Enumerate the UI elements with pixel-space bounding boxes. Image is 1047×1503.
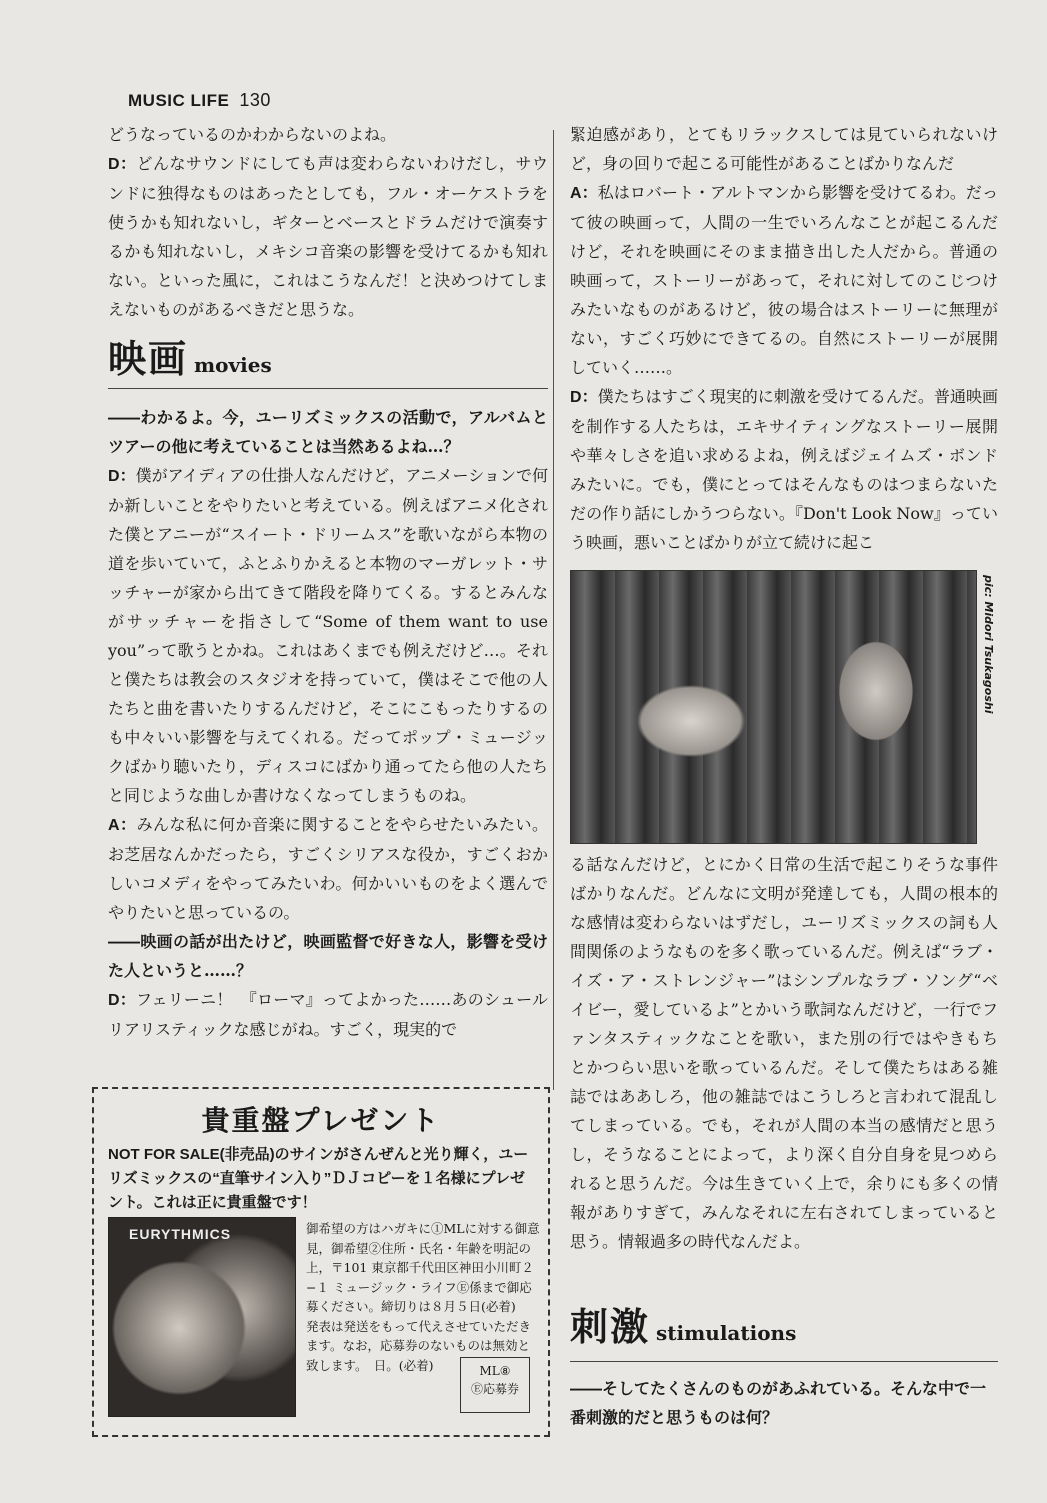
paragraph: どうなっているのかわからないのよね。 [108, 125, 397, 144]
speaker-label: D： [108, 468, 136, 485]
interview-question: ――わかるよ。今，ユーリズミックスの活動で，アルバムとツアーの他に考えていることは当然あるよね…？ [108, 408, 548, 456]
interview-question: ――そしてたくさんのものがあふれている。そんな中で一番刺激的だと思うものは何？ [570, 1379, 987, 1427]
paragraph: D：僕たちはすごく現実的に刺激を受けてるんだ。普通映画を制作する人たちは，エキサイティングなストーリー展開や華々しさを追い求めるよね，例えばジェイムズ・ボンドみたいに。でも，僕にとってはそんなものはつまらないただの作り話にしかうつらない。『Don't Look Now』っていう映画，悪いことばかりが立て続けに起こ [570, 387, 998, 552]
paragraph: る話なんだけど，とにかく日常の生活で起こりそうな事件ばかりなんだ。どんなに文明が発達しても，人間の根本的な感情は変わらないはずだし，ユーリズミックスの詞も人間関係のようなものを多く歌っているんだ。例えば“ラブ・イズ・ア・ストレンジャー”はシンプルなラブ・ソング“ベイビー，愛しているよ”とかいう歌詞なんだけど，一行でファンタスティックなことを歌い，また別の行ではやきもちとかつらい思いを歌っているんだ。そして僕たちはある雑誌ではああしろ，他の雑誌ではこうしろと言われて混乱してしまっている。でも，それが人間の本当の感情だと思うし，そうなることによって，より深く自分自身を見つめられると思うんだ。今は生きていく上で，余りにも多くの情報がありすぎて，みんなそれに左右されてしまっていると思う。情報過多の時代なんだよ。 [570, 855, 998, 1251]
column-divider [553, 130, 554, 1090]
album-cover-image [108, 1217, 296, 1417]
left-column [108, 120, 548, 1044]
page-number: 130 [239, 90, 271, 110]
page-header [128, 90, 271, 111]
section-title-jp: 映画 [108, 336, 189, 381]
interview-photo [570, 570, 977, 844]
present-title: 貴重盤プレゼント [201, 1105, 441, 1136]
paragraph: A：みんな私に何か音楽に関することをやらせたいみたい。お芝居なんかだったら，すごくシリアスな役か，すごくおかしいコメディをやってみたいわ。何かいいものをよく選んでやりたいと思っているの。 [108, 815, 548, 922]
speaker-label: D： [570, 389, 598, 406]
section-title-jp: 刺激 [570, 1304, 651, 1349]
paragraph: D：僕がアイディアの仕掛人なんだけど，アニメーションで何か新しいことをやりたいと考えている。例えばアニメ化された僕とアニーが“スイート・ドリームス”を歌いながら本物の道を歩いていて，ふとふりかえると本物のマーガレット・サッチャーが家から出てきて階段を降りてくる。するとみんながサッチャーを指さして“Some of them want to use you”って歌うとかね。これはあくまでも例えだけど…。それと僕たちは教会のスタジオを持っていて，僕はそこで他の人たちと曲を書いたりするんだけど，そこにこもったりするのも中々いい影響を与えてくれる。だってポップ・ミュージックばかり聴いたり，ディスコにばかり通ってたら他の人たちと同じような曲しか書けなくなってしまうものね。 [108, 466, 548, 805]
speaker-label: D： [108, 156, 137, 173]
right-column-bottom [570, 850, 998, 1256]
section-title-en: stimulations [656, 1321, 797, 1345]
magazine-name: MUSIC LIFE [128, 91, 230, 110]
section-heading-stimulations [570, 1296, 998, 1362]
coupon-line: Ⓔ応募券 [470, 1382, 519, 1396]
section-heading-movies [108, 336, 548, 389]
speaker-label: A： [570, 185, 598, 202]
present-lead: NOT FOR SALE(非売品)のサインがさんぜんと光り輝く，ユーリズミックスの“直筆サイン入り”ＤＪコピーを１名様にプレゼント。これは正に貴重盤です！ [108, 1146, 529, 1211]
paragraph: D：どんなサウンドにしても声は変わらないわけだし，サウンドに独得なものはあったとしても，フル・オーケストラを使うかも知れないし，ギターとベースとドラムだけで演奏するかも知れないし，メキシコ音楽の影響を受けてるかも知れない。といった風に，これはこうなんだ！と決めつけてしまえないものがあるべきだと思うな。 [108, 154, 548, 319]
interview-question: ――映画の話が出たけど，映画監督で好きな人，影響を受けた人というと……？ [108, 932, 548, 980]
entry-coupon [460, 1357, 530, 1413]
present-details: 御希望の方はハガキに①MLに対する御意見，御希望②住所・氏名・年齢を明記の上，〒101 東京都千代田区神田小川町２−１ ミュージック・ライフⒺ係まで御応募ください。締切りは８月５日(必着) 発表は発送をもって代えさせていただきます。なお，応募券のないものは無効と致します。 日。(必着) [306, 1221, 540, 1373]
speaker-label: A： [108, 817, 137, 834]
paragraph: A：私はロバート・アルトマンから影響を受けてるわ。だって彼の映画って，人間の一生でいろんなことが起こるんだけど，それを映画にそのまま描き出した人だから。普通の映画って，ストーリーがあって，それに対してのこじつけみたいなものがあるけど，彼の場合はストーリーに無理がない，すごく巧妙にできてるの。自然にストーリーが展開していく……。 [570, 183, 998, 377]
present-box [92, 1087, 550, 1437]
paragraph: 緊迫感があり，とてもリラックスしては見ていられないけど，身の回りで起こる可能性があることばかりなんだ [570, 125, 998, 173]
photo-credit: pic: Midori Tsukagoshi [982, 575, 995, 714]
section-title-en: movies [194, 353, 272, 377]
paragraph: D：フェリーニ！ 『ローマ』ってよかった……あのシュールリアリスティックな感じがね。すごく，現実的で [108, 990, 548, 1039]
coupon-line: ML⑧ [479, 1364, 511, 1378]
speaker-label: D： [108, 992, 137, 1009]
right-column-top [570, 120, 998, 557]
album-logo: EURYTHMICS [129, 1226, 232, 1242]
